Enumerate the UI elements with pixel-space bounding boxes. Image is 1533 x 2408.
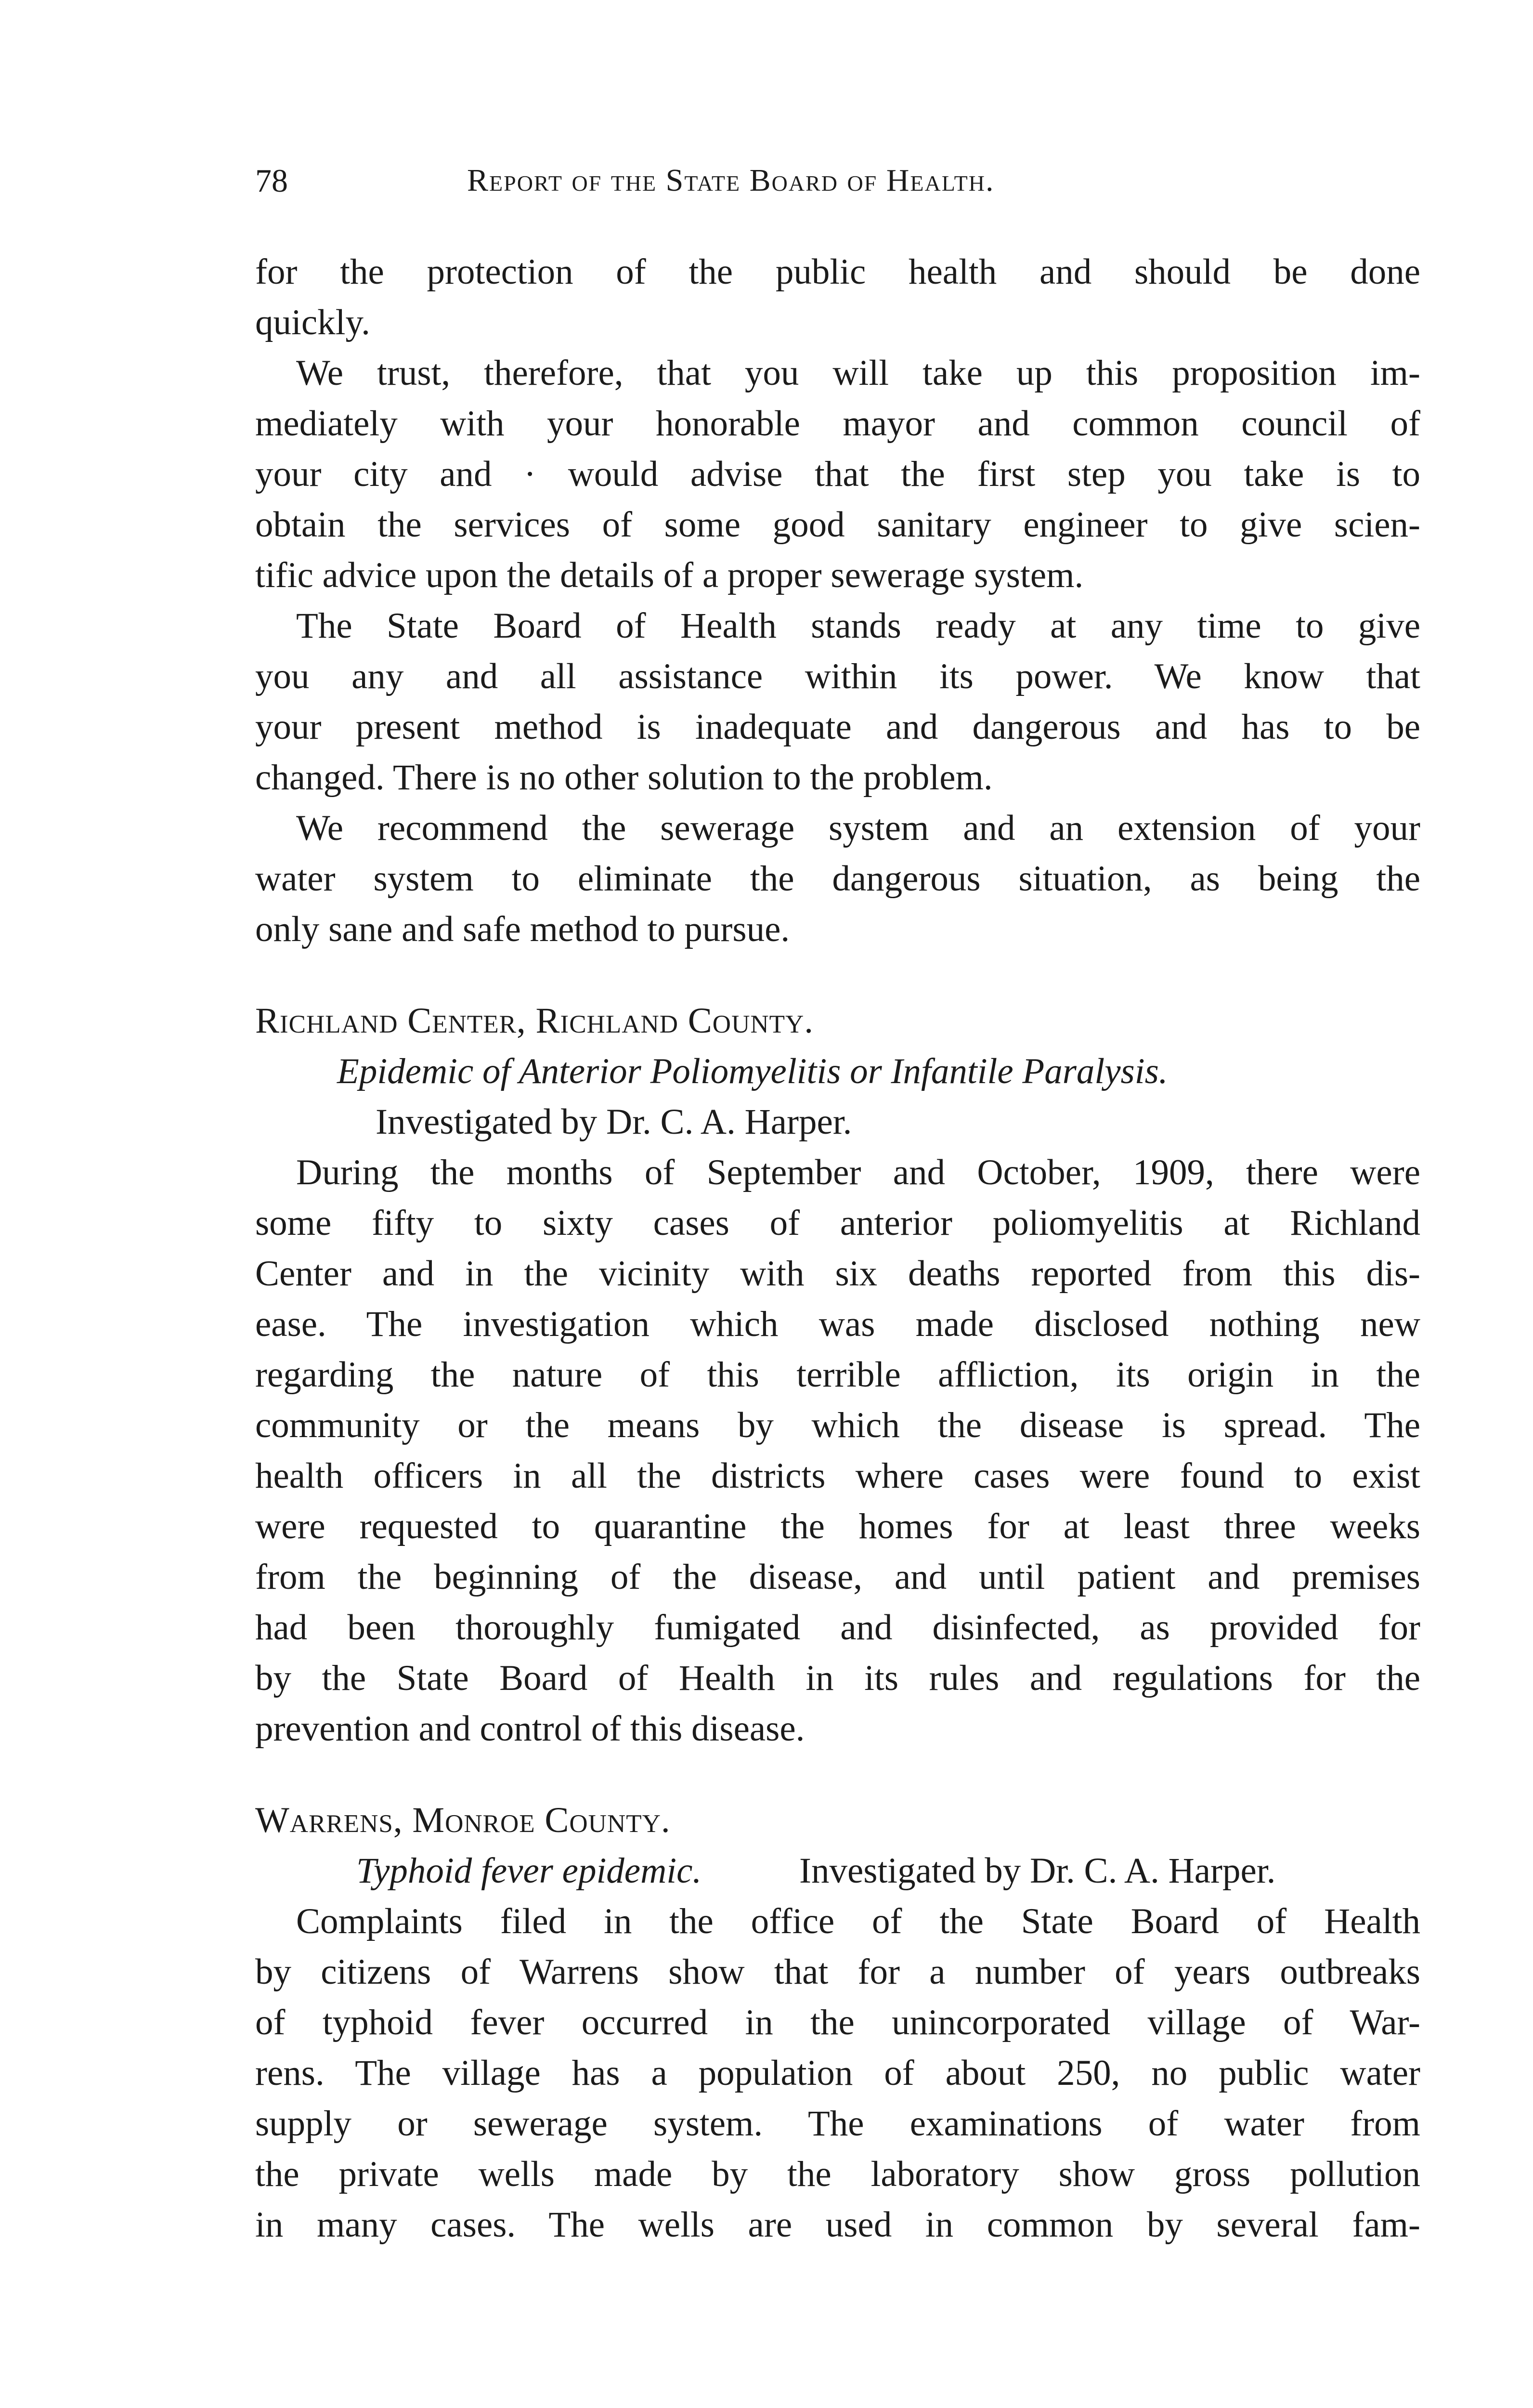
text-line: community or the means by which the disease is spread. The [255,1405,1420,1445]
text-line: from the beginning of the disease, and until patient and premises [255,1557,1420,1597]
text-line: regarding the nature of this terrible affliction, its origin in the [255,1355,1420,1395]
investigator-line: Investigated by Dr. C. A. Harper. [799,1851,1276,1891]
text-line: by the State Board of Health in its rules and regulations for the [255,1658,1420,1698]
text-line: your present method is inadequate and dangerous and has to be [255,707,1420,747]
text-line: Complaints filed in the office of the State Board of Health [296,1901,1420,1941]
section-heading: Warrens, Monroe County. [255,1800,671,1840]
text-line: by citizens of Warrens show that for a number of years outbreaks [255,1952,1420,1992]
investigator-line: Investigated by Dr. C. A. Harper. [376,1102,852,1142]
page-number: 78 [255,162,288,199]
text-line: obtain the services of some good sanitary engineer to give scien- [255,505,1420,545]
text-line: some fifty to sixty cases of anterior poliomyelitis at Richland [255,1203,1420,1243]
text-line: you any and all assistance within its power. We know that [255,656,1420,696]
text-line: mediately with your honorable mayor and common council of [255,404,1420,444]
text-line: only sane and safe method to pursue. [255,909,790,949]
section-subheading: Typhoid fever epidemic. [356,1851,702,1891]
running-head [255,159,1420,202]
text-line: in many cases. The wells are used in common by several fam- [255,2205,1420,2245]
text-line: prevention and control of this disease. [255,1709,805,1749]
text-line: of typhoid fever occurred in the unincorporated village of War- [255,2002,1420,2042]
text-line: During the months of September and October, 1909, there were [296,1152,1420,1192]
text-line: supply or sewerage system. The examinations of water from [255,2104,1420,2144]
section-heading: Richland Center, Richland County. [255,1001,814,1041]
text-line: rens. The village has a population of about 250, no public water [255,2053,1420,2093]
text-line: were requested to quarantine the homes for at least three weeks [255,1506,1420,1546]
text-line: your city and · would advise that the first step you take is to [255,454,1420,494]
text-line: changed. There is no other solution to the problem. [255,758,993,798]
page-header-title: Report of the State Board of Health. [467,163,995,198]
text-line: The State Board of Health stands ready at any time to give [296,606,1420,646]
text-line: the private wells made by the laboratory show gross pollution [255,2154,1420,2194]
text-line: quickly. [255,302,370,342]
text-line: We trust, therefore, that you will take up this proposition im- [296,353,1420,393]
text-line: We recommend the sewerage system and an extension of your [296,808,1420,848]
text-line: for the protection of the public health and should be done [255,252,1420,292]
text-line: had been thoroughly fumigated and disinfected, as provided for [255,1608,1420,1648]
section-subheading: Epidemic of Anterior Poliomyelitis or Infantile Paralysis. [337,1051,1168,1091]
text-line: water system to eliminate the dangerous situation, as being the [255,859,1420,899]
text-line: tific advice upon the details of a proper sewerage system. [255,555,1084,595]
text-line: Center and in the vicinity with six deaths reported from this dis- [255,1254,1420,1294]
text-line: health officers in all the districts where cases were found to exist [255,1456,1420,1496]
text-line: ease. The investigation which was made disclosed nothing new [255,1304,1420,1344]
